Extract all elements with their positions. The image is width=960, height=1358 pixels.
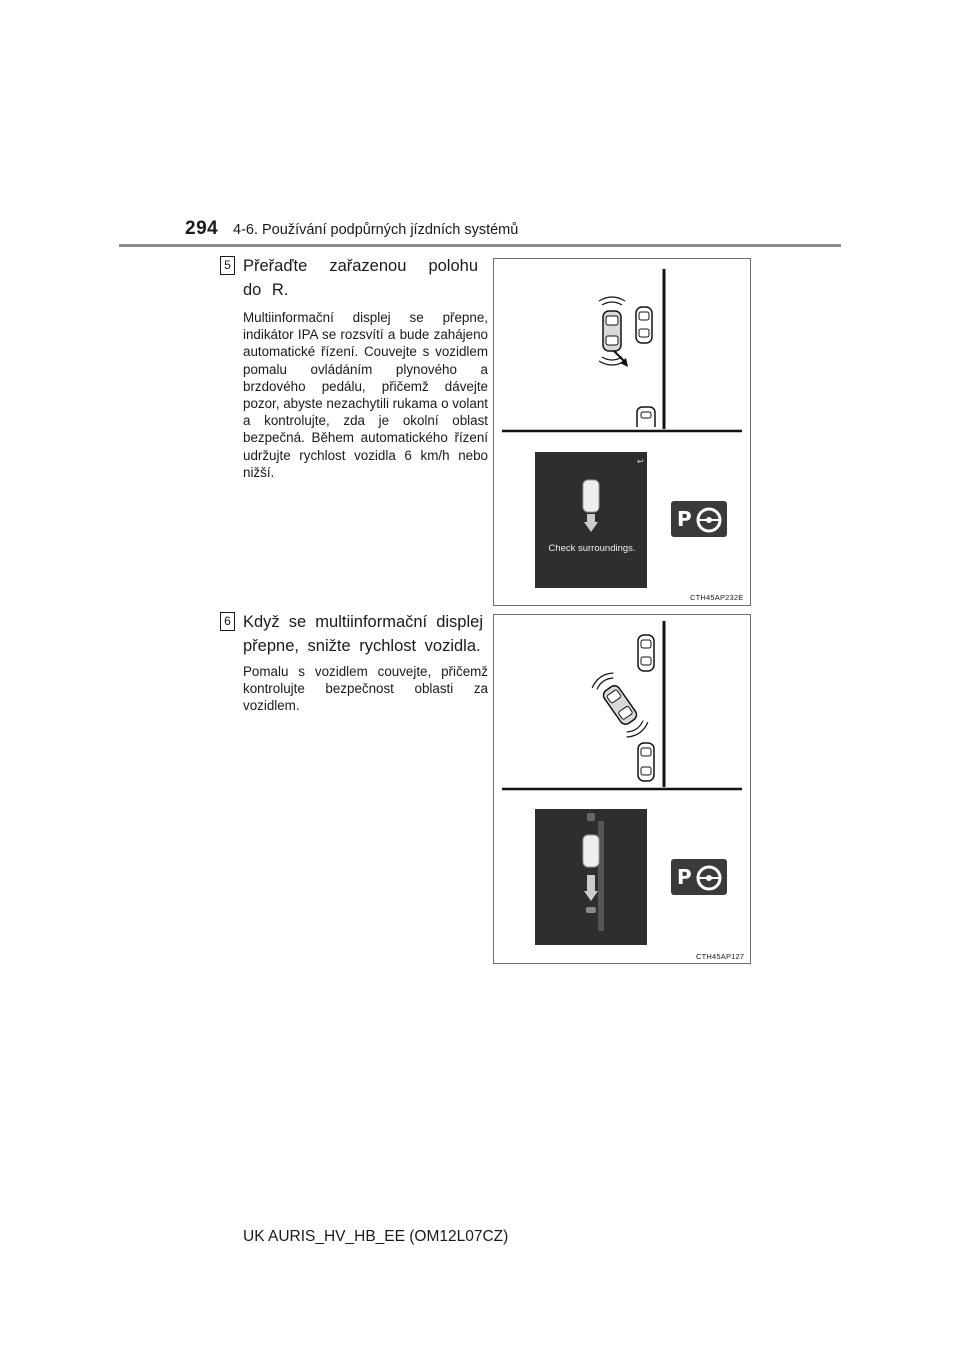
step-5-body: Multiinformační displej se přepne, indikátor IPA se rozsvítí a bude zahájeno automatické řízení. Couvejte s vozidlem pomalu ovládáním plynového a brzdového pedálu, přičemž dávejte pozor, abyste nezachytili rukama o volant a kontrolujte, zda je okolní oblast bezpečná. Během automatického řízení udržujte rychlost vozidla 6 km/h nebo nižší. — [243, 310, 488, 480]
footer-model-code: UK AURIS_HV_HB_EE (OM12L07CZ) — [243, 1228, 509, 1245]
parked-car-rear-icon — [638, 743, 654, 781]
parking-scene-illustration-2 — [494, 615, 750, 963]
multi-information-display — [535, 809, 647, 945]
figure-code: CTH45AP127 — [696, 952, 745, 961]
header-divider — [119, 244, 841, 247]
step-5-heading: Přeřaďte zařazenou polohu do R. — [243, 257, 478, 299]
display-car-icon — [583, 480, 599, 512]
step-5-figure — [493, 258, 751, 606]
own-car-angled-icon — [590, 670, 650, 741]
parked-car-icon — [636, 307, 652, 343]
step-6-figure — [493, 614, 751, 964]
figure-code: CTH45AP232E — [690, 593, 744, 602]
display-car-icon — [583, 835, 599, 867]
page-number: 294 — [185, 218, 219, 239]
ipa-indicator-icon — [671, 859, 727, 895]
own-car-icon — [599, 297, 625, 365]
step-number-5: 5 — [220, 256, 235, 275]
parked-car-rear-icon — [637, 407, 655, 427]
step-6-heading: Když se multiinformační displej přepne, snižte rychlost vozidla. — [243, 613, 483, 655]
back-icon: ↩ — [637, 457, 644, 466]
svg-text:P: P — [677, 865, 692, 889]
multi-information-display — [535, 452, 647, 588]
ipa-indicator-icon — [671, 501, 727, 537]
svg-text:P: P — [677, 507, 692, 531]
step-6-body: Pomalu s vozidlem couvejte, přičemž kontrolujte bezpečnost oblasti za vozidlem. — [243, 664, 488, 714]
section-title: 4-6. Používání podpůrných jízdních systémů — [233, 222, 519, 238]
display-message: Check surroundings. — [548, 543, 636, 554]
step-number-6: 6 — [220, 612, 235, 631]
parked-car-front-icon — [638, 635, 654, 671]
